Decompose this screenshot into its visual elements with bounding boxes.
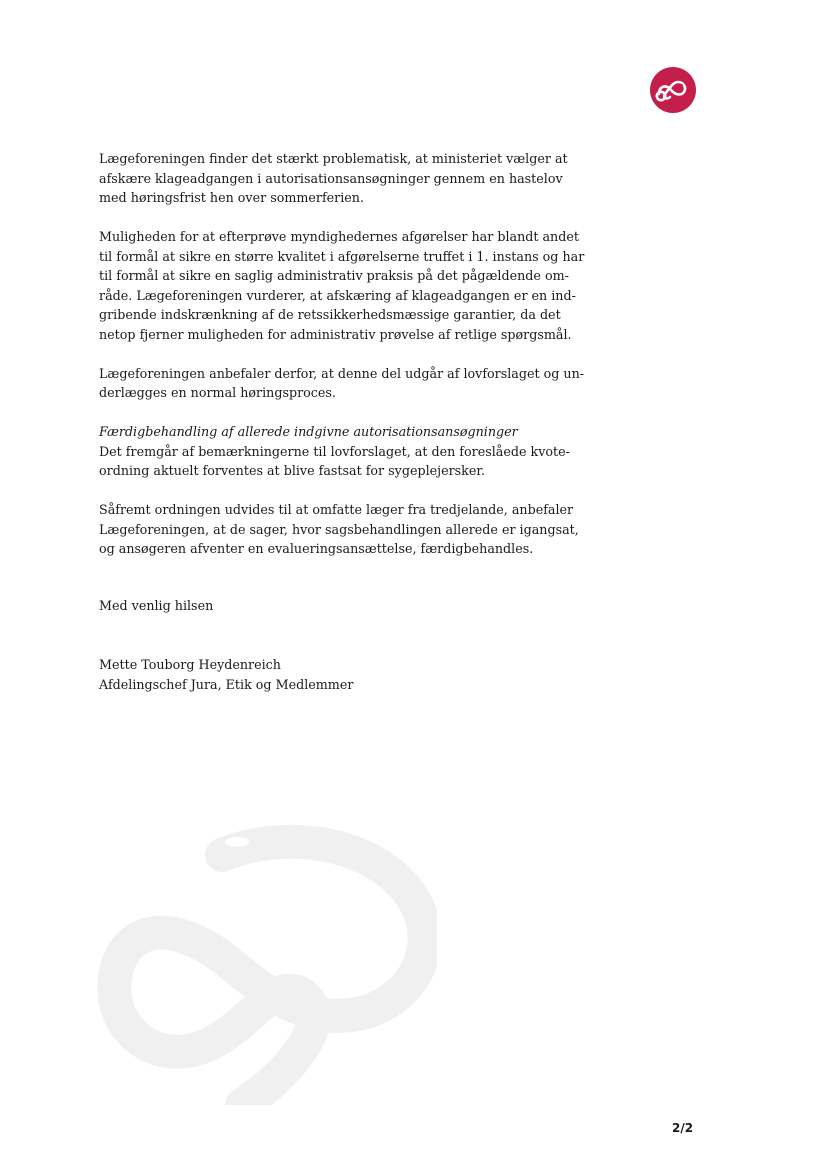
text-line: med høringsfrist hen over sommerferien.	[99, 190, 365, 205]
text-line: derlægges en normal høringsproces.	[99, 385, 336, 400]
letter-body	[99, 149, 585, 578]
paragraph-5	[99, 500, 579, 559]
text-line: gribende indskrænkning af de retssikkerhedsmæssige garantier, da det	[99, 307, 561, 322]
text-line: Muligheden for at efterprøve myndighedernes afgørelser har blandt andet	[99, 229, 579, 244]
text-line: afskære klageadgangen i autorisationsansøgninger gennem en hastelov	[99, 170, 563, 186]
signature-title: Afdelingschef Jura, Etik og Medlemmer	[99, 676, 354, 692]
text-line: og ansøgeren afventer en evalueringsansættelse, færdigbehandles.	[99, 541, 534, 556]
snake-watermark-icon	[92, 815, 437, 1105]
text-line: råde. Lægeforeningen vurderer, at afskæring af klageadgangen er en ind-	[99, 287, 576, 303]
signature-block	[99, 655, 353, 694]
section-heading: Færdigbehandling af allerede indgivne autorisationsansøgninger	[99, 424, 518, 439]
text-line: Såfremt ordningen udvides til at omfatte læger fra tredjelande, anbefaler	[99, 502, 574, 517]
text-line: ordning aktuelt forventes at blive fastsat for sygeplejersker.	[99, 463, 486, 478]
text-line: Lægeforeningen, at de sager, hvor sagsbehandlingen allerede er igangsat,	[99, 521, 579, 537]
text-line: netop fjerner muligheden for administrativ prøvelse af retlige spørgsmål.	[99, 326, 572, 342]
text-line: Det fremgår af bemærkningerne til lovforslaget, at den foreslåede kvote-	[99, 443, 570, 459]
paragraph-2	[99, 227, 585, 344]
snake-emblem-icon	[650, 67, 696, 113]
text-line: til formål at sikre en saglig administrativ praksis på det pågældende om-	[99, 268, 569, 283]
text-line: Lægeforeningen anbefaler derfor, at denne del udgår af lovforslaget og un-	[99, 365, 585, 381]
signature-name: Mette Touborg Heydenreich	[99, 657, 281, 672]
paragraph-3	[99, 364, 585, 403]
paragraph-1	[99, 149, 579, 208]
text-line: Lægeforeningen finder det stærkt problematisk, at ministeriet vælger at	[99, 151, 568, 166]
text-line: til formål at sikre en større kvalitet i afgørelserne truffet i 1. instans og har	[99, 248, 585, 264]
page-number: 2/2	[672, 1121, 694, 1135]
paragraph-4	[99, 422, 579, 481]
closing-salutation: Med venlig hilsen	[99, 598, 214, 613]
